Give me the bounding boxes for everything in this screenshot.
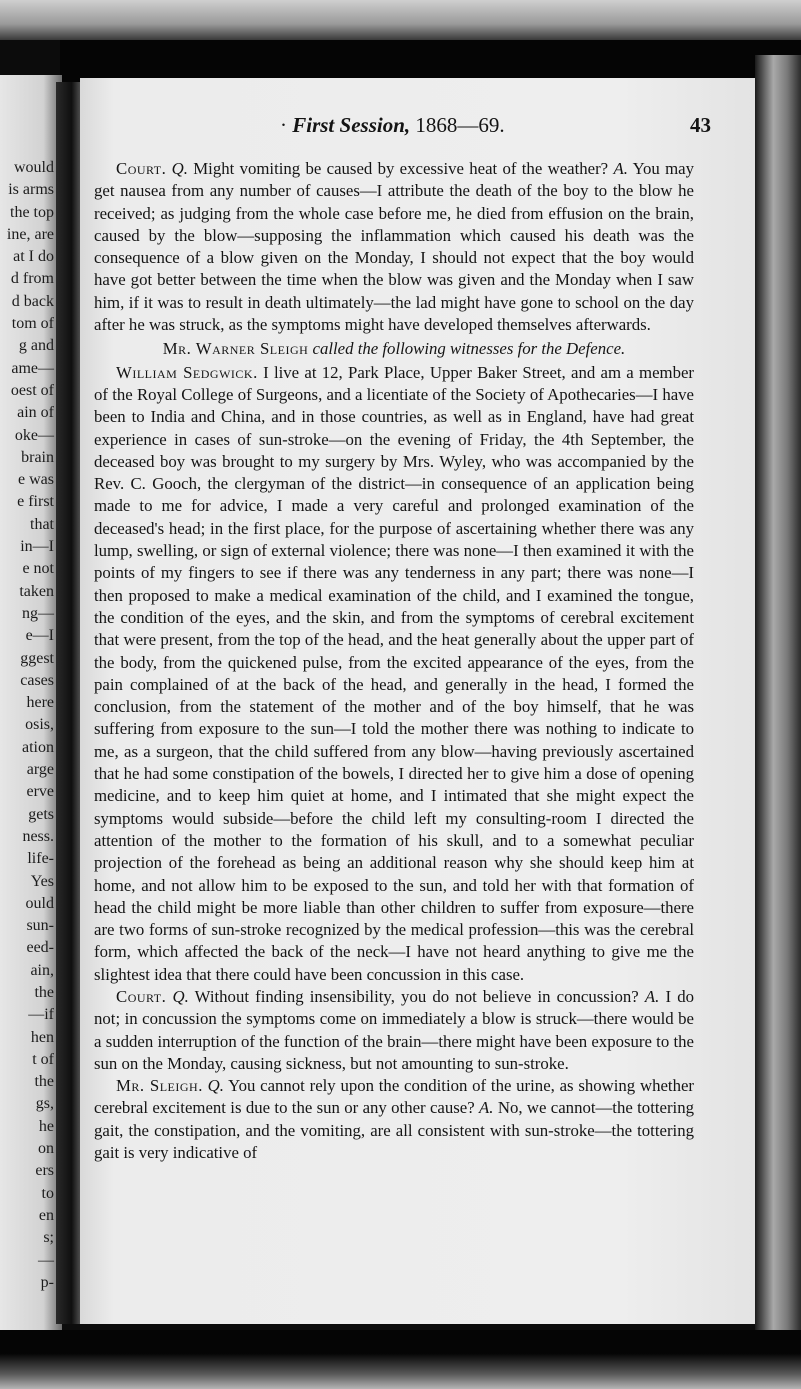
question-text: You cannot rely upon the condition of the urine, as showing whether cerebral excitement is due to the sun or any other cause? — [94, 1076, 695, 1118]
testimony-text: I live at 12, Park Place, Upper Baker Street, and am a member of the Royal College of Surgeons, and a licentiate of the Society of Apothecaries—I have been to India and China, and in those countries, as well as in England, have had great experience in cases of sun-stroke—on the evening of Friday, the 4th September, the deceased boy was brought to my surgery by Mrs. Wyley, who was accompanied by the Rev. C. Gooch, the clergyman of the district—in consequence of an application being made to me for advice, I made a very careful and prolonged examination of the deceased's head; in the first place, for the purpose of ascertaining whether there was any lump, swelling, or sign of external violence; there was none—I then examined it with the points of my fingers to see if there was any tenderness in any part; there was none—I then proposed to make a medical examination of the child, and I examined the tongue, the condition of the eyes, and the skin, and from the symptoms of cerebral excitement that were present, from the top of the head, and the heat generally about the upper part of the body, from the quickened pulse, from the excited appearance of the eyes, from the pain complained of at the back of the head, and generally in the head, I formed the conclusion, from the statement of the mother and of the boy himself, that he was suffering from exposure to the sun—I told the mother there was nothing to indicate to me, as a surgeon, that the child suffered from any blow—having previously ascertained that he had some constipation of the bowels, I directed her to give him a dose of opening medicine, and to keep him quiet at home, and I intimated that she might expect the symptoms would subside—before the child left my consulting-room I directed the attention of the mother to the formation of his skull, and to a somewhat peculiar projection of the forehead as being an additional reason why she should keep him at home, and not allow him to be exposed to the sun, and told her with that formation of head the child might be more liable than other children to suffer from exposure—there are two forms of sun-stroke recognized by the medical profession—this was the cerebral form, which affected the back of the neck—I have not heard anything to give me the slightest idea that there could have been concussion in this case. — [94, 362, 694, 984]
question-label: Q. — [207, 1076, 224, 1096]
facing-page-line: e was — [18, 471, 54, 489]
facing-page-line: here — [26, 694, 54, 712]
facing-page-line: the top — [10, 203, 54, 221]
facing-page-line: d back — [11, 292, 54, 310]
answer-text: I do not; in concussion the symptoms come on immediately a blow is struck—there would be a sudden interruption of the function of the brain—there might have been exposure to the sun on the Monday, causing sickness, but not amounting to sun-stroke. — [94, 986, 694, 1073]
question-label: Q. — [171, 159, 188, 178]
answer-label: A. — [479, 1098, 494, 1118]
facing-page-line: eed- — [26, 939, 54, 957]
facing-page-line: arge — [26, 761, 54, 779]
book-gutter — [56, 82, 82, 1324]
facing-page-line: ers — [35, 1162, 54, 1180]
facing-page-line: ng— — [22, 604, 54, 622]
paragraph-sedgwick-testimony — [94, 362, 694, 986]
facing-page-line: is arms — [8, 181, 54, 199]
session-years: 1868—69. — [415, 113, 505, 137]
facing-page-line: t of — [32, 1050, 54, 1068]
facing-page-line: s; — [43, 1229, 54, 1247]
facing-page-line: that — [30, 515, 54, 533]
speaker-label: Mr. Sleigh. — [116, 1076, 203, 1096]
book-page — [80, 78, 755, 1324]
answer-label: A. — [613, 159, 628, 178]
facing-page-line: the — [34, 1073, 54, 1091]
question-label: Q. — [172, 986, 189, 1006]
facing-page-line: ggest — [20, 649, 54, 667]
page-edge-right — [755, 55, 801, 1389]
facing-page-line: ain of — [17, 404, 54, 422]
facing-page-line: e not — [22, 560, 54, 578]
facing-page-line: osis, — [25, 716, 54, 734]
facing-page-line: —if — [28, 1006, 54, 1024]
facing-page-line: hen — [30, 1028, 54, 1046]
paragraph-sleigh-question — [94, 1075, 694, 1164]
scan-top-background — [0, 0, 801, 40]
facing-page-line: ness. — [22, 827, 54, 845]
stage-direction: called the following witnesses for the Defence. — [312, 339, 626, 359]
page-body — [94, 158, 694, 1164]
facing-page-line: d from — [10, 270, 54, 288]
page-number: 43 — [690, 113, 711, 137]
facing-page-line: ation — [22, 738, 54, 756]
facing-page-line: e first — [17, 493, 54, 511]
facing-page-line: tom of — [11, 315, 54, 333]
facing-page-line: gets — [28, 805, 54, 823]
question-text: Might vomiting be caused by excessive heat of the weather? — [193, 159, 609, 178]
paragraph-court-question-2 — [94, 986, 694, 1075]
facing-page-line: brain — [21, 448, 54, 466]
facing-page-line: ain, — [30, 961, 54, 979]
facing-page-line: ame— — [11, 359, 54, 377]
speaker-label: Court. — [116, 986, 167, 1006]
facing-page-line: g and — [18, 337, 54, 355]
answer-text: You may get nausea from any number of causes—I attribute the death of the boy to the blow he received; as judging from the whole case before me, he died from effusion on the brain, caused by the blow—supposing the inflammation which caused his death was the consequence of a blow given on the Monday, I should not expect that the boy would have got better between the time when the blow was given and the Monday when I saw him, if it was to result in death ultimately—the lad might have gone to school on the day after he was struck, as the symptoms might have developed themselves afterwards. — [94, 159, 694, 335]
running-head — [80, 113, 755, 143]
facing-page-line: life- — [27, 850, 54, 868]
facing-page-text-fragments — [0, 157, 54, 1294]
speaker-label: Court. — [116, 159, 167, 178]
answer-label: A. — [644, 986, 660, 1006]
answer-text: No, we cannot—the tottering gait, the constipation, and the vomiting, are all consistent with sun-stroke—the tottering gait is very indicative of — [94, 1098, 694, 1163]
facing-page-line: he — [38, 1117, 54, 1135]
facing-page-line: to — [41, 1184, 54, 1202]
facing-page-line: ould — [25, 894, 54, 912]
facing-page-line: taken — [19, 582, 54, 600]
facing-page-line: ine, are — [6, 225, 54, 243]
facing-page-line: erve — [26, 783, 54, 801]
facing-page-line: oest of — [10, 381, 54, 399]
facing-page-line: en — [38, 1206, 54, 1224]
paragraph-defence-witnesses — [94, 338, 694, 360]
facing-page-line: — — [38, 1251, 54, 1269]
speaker-label: William Sedgwick. — [116, 362, 258, 382]
facing-page-line: would — [14, 159, 54, 176]
question-text: Without finding insensibility, you do not believe in concussion? — [194, 986, 639, 1006]
facing-page-line: Yes — [30, 872, 54, 890]
facing-page-left — [0, 75, 62, 1330]
paragraph-court-question-1 — [94, 158, 694, 336]
facing-page-line: at I do — [13, 248, 54, 266]
facing-page-line: oke— — [14, 426, 54, 444]
facing-page-line: the — [34, 983, 54, 1001]
speaker-label: Mr. Warner Sleigh — [162, 339, 309, 359]
session-name: First Session, — [292, 113, 411, 137]
facing-page-line: sun- — [26, 917, 54, 935]
facing-page-line: gs, — [35, 1095, 54, 1113]
facing-page-line: cases — [20, 671, 54, 689]
facing-page-line: e—I — [25, 627, 54, 645]
running-head-title: · First Session, 1868—69. — [280, 113, 505, 137]
facing-page-line: p- — [40, 1273, 54, 1291]
scan-bottom-shadow — [0, 1330, 801, 1389]
facing-page-line: in—I — [20, 538, 54, 556]
facing-page-line: on — [38, 1140, 54, 1158]
